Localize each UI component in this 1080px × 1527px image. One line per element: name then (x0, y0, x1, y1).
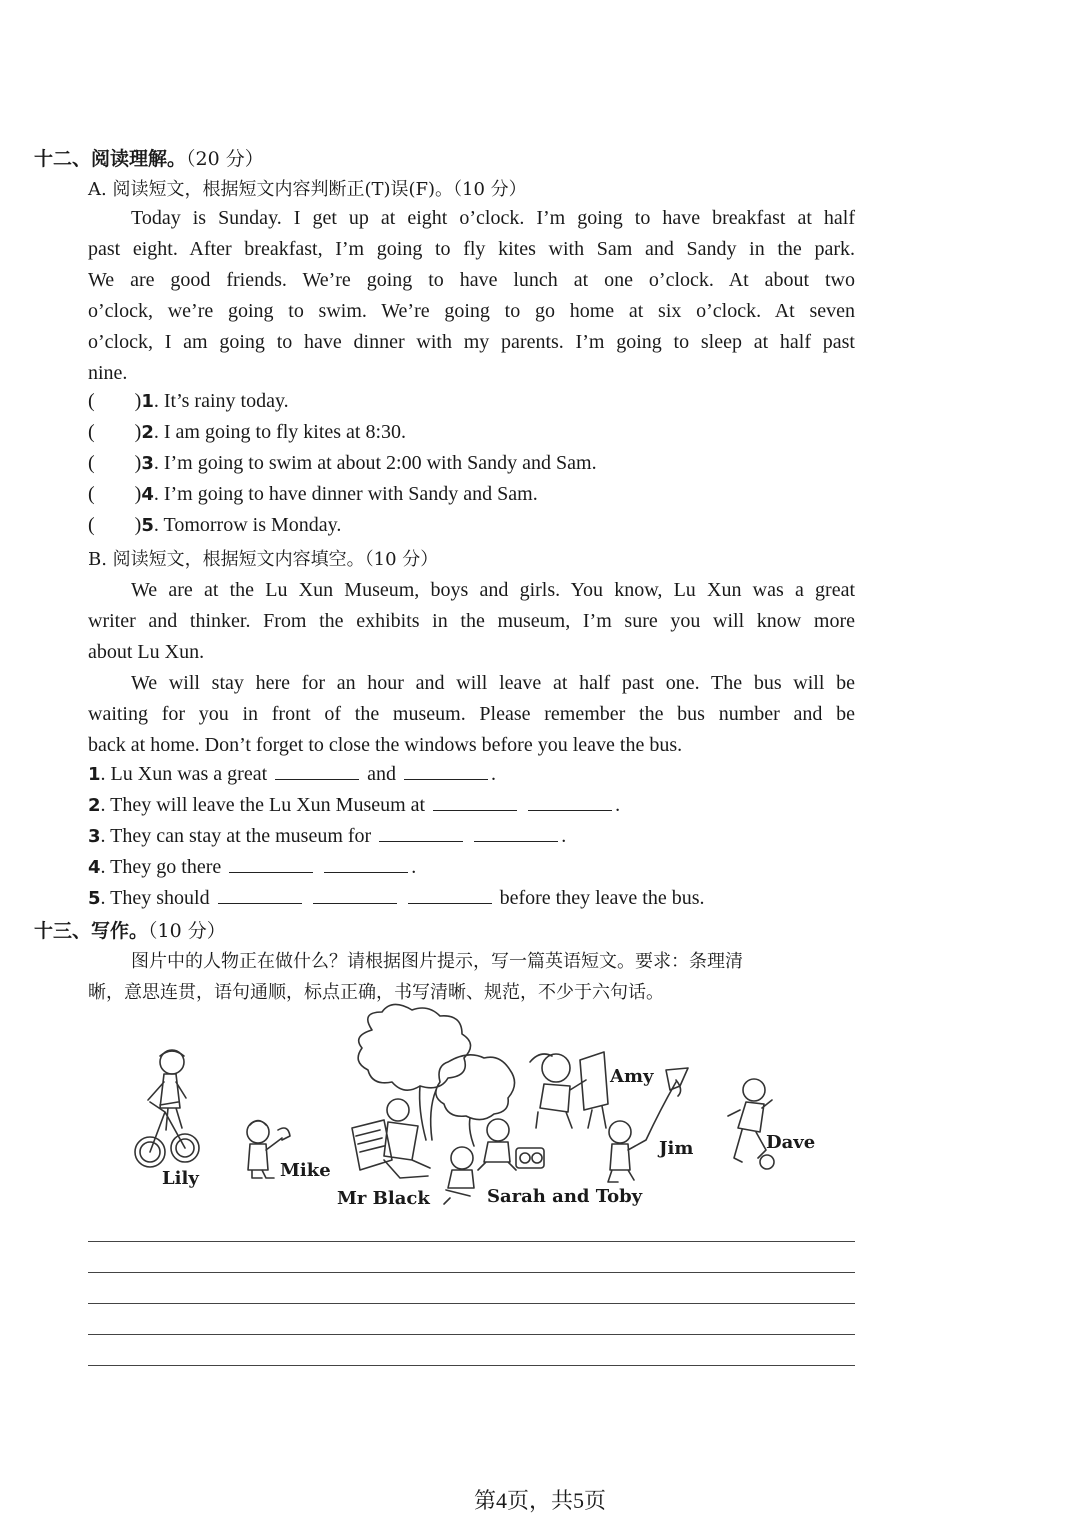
label-dave: Dave (766, 1132, 816, 1153)
passage-line: We are at the Lu Xun Museum, boys and girls. You know, Lu Xun was a great (131, 579, 855, 601)
part-b-instruction: B. 阅读短文，根据短文内容填空。（10 分） (88, 549, 439, 570)
passage-line: back at home. Don’t forget to close the windows before you leave the bus. (88, 734, 683, 756)
section-13-title-text: 十三、写作。 (34, 920, 149, 942)
answer-bracket[interactable]: ( ) (88, 452, 142, 474)
passage-line: about Lu Xun. (88, 641, 205, 663)
lily-cyclist-figure (135, 1050, 199, 1167)
section-12-title-text: 十二、阅读理解。 (34, 148, 187, 170)
label-mike: Mike (280, 1160, 331, 1181)
label-sarah-and-toby: Sarah and Toby (487, 1186, 643, 1207)
part-a-instruction: A. 阅读短文，根据短文内容判断正(T)误(F)。（10 分） (88, 179, 527, 200)
writing-instruction-line-2: 晰，意思连贯，语句通顺，标点正确，书写清晰、规范，不少于六句话。 (88, 982, 664, 1003)
tree-drawing (358, 1004, 514, 1146)
tf-question-5: ( )5. Tomorrow is Monday. (88, 514, 342, 536)
passage-line: Today is Sunday. I get up at eight o’clock. I’m going to have breakfast at half (131, 207, 855, 229)
tf-question-2: ( )2. I am going to fly kites at 8:30. (88, 421, 407, 443)
label-mr-black: Mr Black (337, 1188, 430, 1209)
label-jim: Jim (659, 1138, 694, 1159)
answer-bracket[interactable]: ( ) (88, 421, 142, 443)
dave-soccer-figure (728, 1079, 774, 1169)
fill-question-2: 2. They will leave the Lu Xun Museum at . (88, 794, 621, 816)
amy-painter-figure (530, 1052, 608, 1128)
page-number-footer: 第4页，共5页 (473, 1488, 606, 1513)
answer-bracket[interactable]: ( ) (88, 390, 142, 412)
writing-line[interactable] (88, 1272, 855, 1273)
passage-line: nine. (88, 362, 128, 384)
fill-question-4: 4. They go there . (88, 856, 417, 878)
tf-question-4: ( )4. I’m going to have dinner with Sandy and Sam. (88, 483, 538, 505)
answer-bracket[interactable]: ( ) (88, 483, 142, 505)
mr-black-figure (352, 1099, 430, 1178)
writing-line[interactable] (88, 1365, 855, 1366)
label-lily: Lily (162, 1168, 199, 1189)
label-amy: Amy (610, 1066, 654, 1087)
tf-question-3: ( )3. I’m going to swim at about 2:00 with Sandy and Sam. (88, 452, 597, 474)
answer-bracket[interactable]: ( ) (88, 514, 142, 536)
section-12-points: （20 分） (186, 148, 264, 170)
fill-question-1: 1. Lu Xun was a great and . (88, 763, 497, 785)
passage-line: o’clock, we’re going to swim. We’re going to go home at six o’clock. At seven (88, 300, 855, 322)
passage-line: past eight. After breakfast, I’m going to fly kites with Sam and Sandy in the park. (88, 238, 855, 260)
fill-question-3: 3. They can stay at the museum for . (88, 825, 567, 847)
passage-line: waiting for you in front of the museum. Please remember the bus number and be (88, 703, 855, 725)
passage-line: We will stay here for an hour and will leave at half past one. The bus will be (131, 672, 855, 694)
passage-line: writer and thinker. From the exhibits in the museum, I’m sure you will know more (88, 610, 855, 632)
passage-line: o’clock, I am going to have dinner with my parents. I’m going to sleep at half past (88, 331, 855, 353)
section-13-points: （10 分） (148, 920, 226, 942)
fill-question-5: 5. They should before they leave the bus. (88, 887, 705, 909)
tf-question-1: ( )1. It’s rainy today. (88, 390, 289, 412)
writing-line[interactable] (88, 1334, 855, 1335)
passage-line: We are good friends. We’re going to have lunch at one o’clock. At about two (88, 269, 855, 291)
writing-line[interactable] (88, 1241, 855, 1242)
writing-line[interactable] (88, 1303, 855, 1304)
writing-instruction-line-1: 图片中的人物正在做什么？请根据图片提示，写一篇英语短文。要求：条理清 (131, 951, 743, 972)
